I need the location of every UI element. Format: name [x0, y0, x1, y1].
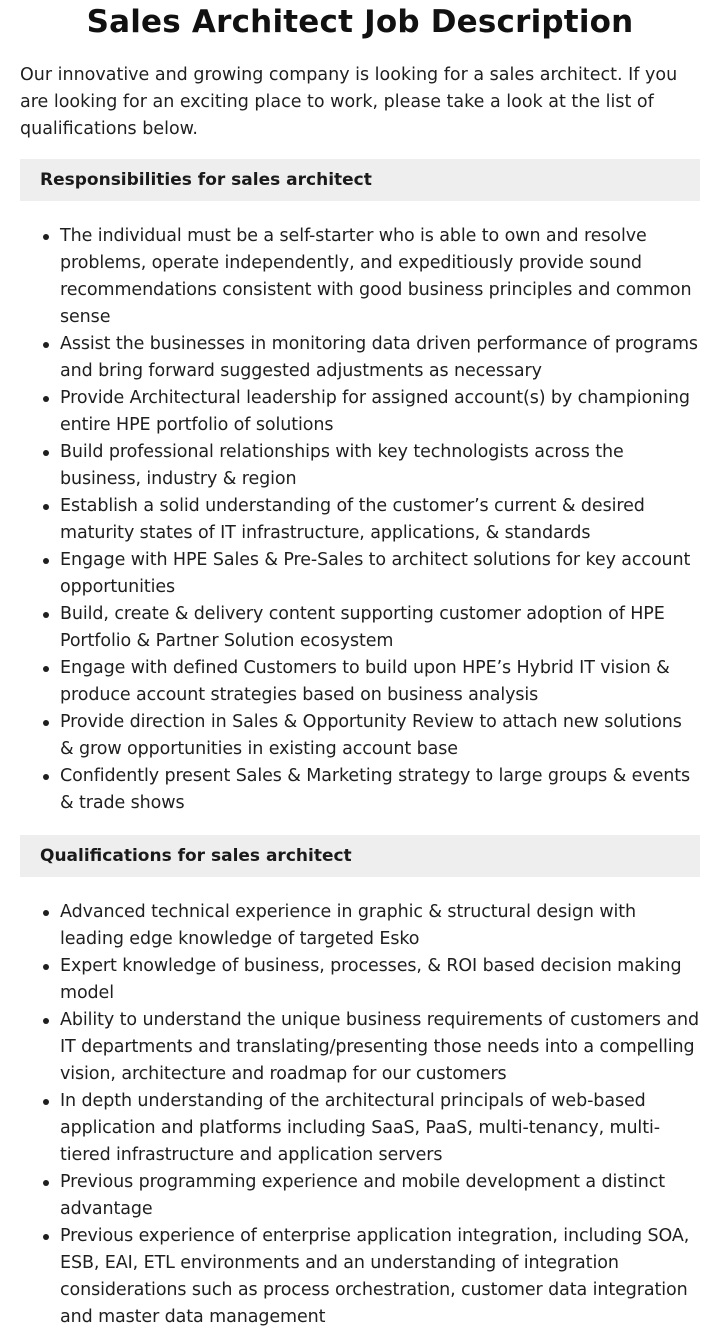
list-item: Build professional relationships with key technologists across the business, industry & region	[60, 439, 700, 493]
responsibilities-list	[20, 223, 700, 817]
list-item: Provide direction in Sales & Opportunity Review to attach new solutions & grow opportunities in existing account base	[60, 709, 700, 763]
list-item: Confidently present Sales & Marketing strategy to large groups & events & trade shows	[60, 763, 700, 817]
list-item: Previous programming experience and mobile development a distinct advantage	[60, 1169, 700, 1223]
page-title: Sales Architect Job Description	[86, 4, 634, 40]
list-item: Build, create & delivery content supporting customer adoption of HPE Portfolio & Partner Solution ecosystem	[60, 601, 700, 655]
intro-paragraph: Our innovative and growing company is looking for a sales architect. If you are looking for an exciting place to work, please take a look at the list of qualifications below.	[20, 65, 678, 139]
qualifications-list	[20, 899, 700, 1331]
list-item: Provide Architectural leadership for assigned account(s) by championing entire HPE portfolio of solutions	[60, 385, 700, 439]
list-item: Establish a solid understanding of the customer’s current & desired maturity states of IT infrastructure, applications, & standards	[60, 493, 700, 547]
list-item: In depth understanding of the architectural principals of web-based application and platforms including SaaS, PaaS, multi-tenancy, multi-tiered infrastructure and application servers	[60, 1088, 700, 1169]
list-item: Engage with HPE Sales & Pre-Sales to architect solutions for key account opportunities	[60, 547, 700, 601]
list-item: The individual must be a self-starter who is able to own and resolve problems, operate independently, and expeditiously provide sound recommendations consistent with good business principles and common sense	[60, 223, 700, 331]
qualifications-heading: Qualifications for sales architect	[20, 835, 700, 877]
list-item: Previous experience of enterprise application integration, including SOA, ESB, EAI, ETL environments and an understanding of integration considerations such as process orchestration, customer data integration and master data management	[60, 1223, 700, 1331]
list-item: Assist the businesses in monitoring data driven performance of programs and bring forward suggested adjustments as necessary	[60, 331, 700, 385]
list-item: Engage with defined Customers to build upon HPE’s Hybrid IT vision & produce account strategies based on business analysis	[60, 655, 700, 709]
list-item: Expert knowledge of business, processes, & ROI based decision making model	[60, 953, 700, 1007]
list-item: Ability to understand the unique business requirements of customers and IT departments and translating/presenting those needs into a compelling vision, architecture and roadmap for our customers	[60, 1007, 700, 1088]
responsibilities-heading: Responsibilities for sales architect	[20, 159, 700, 201]
list-item: Advanced technical experience in graphic & structural design with leading edge knowledge of targeted Esko	[60, 899, 700, 953]
